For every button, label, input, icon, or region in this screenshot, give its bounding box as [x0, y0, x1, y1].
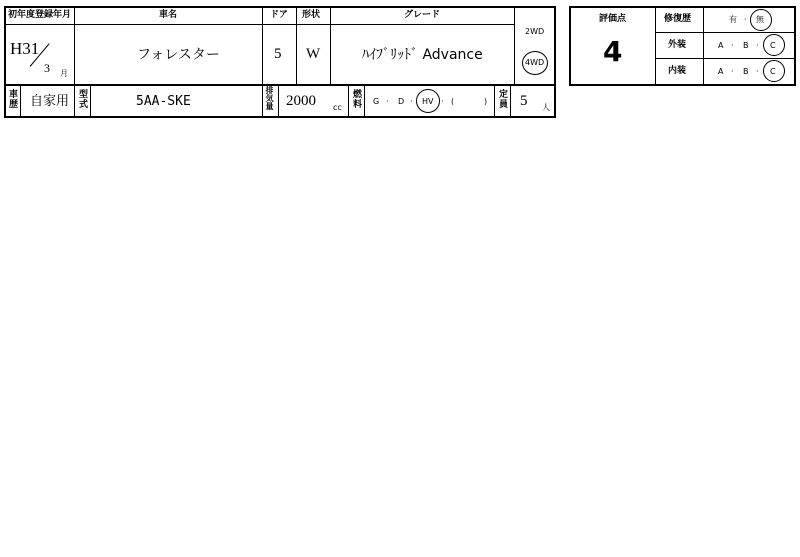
exterior-option-a: A — [718, 41, 724, 50]
interior-label: 内装 — [668, 66, 687, 76]
fuel-option-g: G — [373, 97, 380, 106]
usage-value: 自家用 — [30, 94, 70, 109]
first-registration-month: 3 — [44, 61, 50, 75]
first-registration-label: 初年度登録年月 — [8, 10, 72, 20]
model-value: 5AA-SKE — [136, 94, 191, 109]
exterior-option-b: B — [743, 41, 749, 50]
fuel-option-d: D — [398, 97, 405, 106]
repair-history-label: 修復歴 — [664, 14, 692, 24]
grade-label: グレード — [404, 10, 441, 20]
capacity-label: 定員 — [497, 89, 507, 109]
displacement-value: 2000 — [286, 93, 316, 109]
first-registration-year: H31 — [10, 39, 40, 58]
fuel-option-hv: HV — [422, 97, 434, 106]
car-name-label: 車名 — [159, 10, 178, 20]
shape-value: W — [306, 46, 321, 62]
drive-4wd: 4WD — [525, 58, 545, 67]
repair-option-no: 無 — [756, 15, 764, 24]
interior-option-b: B — [743, 67, 749, 76]
capacity-value: 5 — [520, 93, 528, 109]
exterior-option-c: C — [770, 41, 776, 50]
exterior-label: 外装 — [668, 40, 687, 50]
model-label: 型式 — [77, 89, 87, 109]
drive-2wd: 2WD — [525, 27, 545, 36]
interior-option-a: A — [718, 67, 724, 76]
displacement-label: 排気量 — [265, 86, 274, 110]
usage-label: 車歴 — [7, 89, 17, 109]
repair-option-yes: 有 — [729, 15, 737, 24]
month-unit: 月 — [60, 69, 68, 78]
capacity-unit: 人 — [542, 103, 550, 112]
fuel-label: 燃料 — [351, 89, 361, 109]
car-name-value: フォレスター — [137, 47, 220, 63]
door-value: 5 — [274, 46, 282, 62]
score-label: 評価点 — [599, 14, 627, 24]
grade-value: ﾊｲﾌﾞﾘｯﾄﾞ Advance — [362, 47, 483, 63]
interior-option-c: C — [770, 67, 776, 76]
displacement-unit: cc — [333, 103, 342, 112]
shape-label: 形状 — [302, 10, 321, 20]
fuel-option-other-close: ) — [484, 97, 488, 106]
door-label: ドア — [270, 10, 288, 20]
fuel-option-other-open: ( — [451, 97, 455, 106]
score-value: 4 — [603, 35, 623, 68]
